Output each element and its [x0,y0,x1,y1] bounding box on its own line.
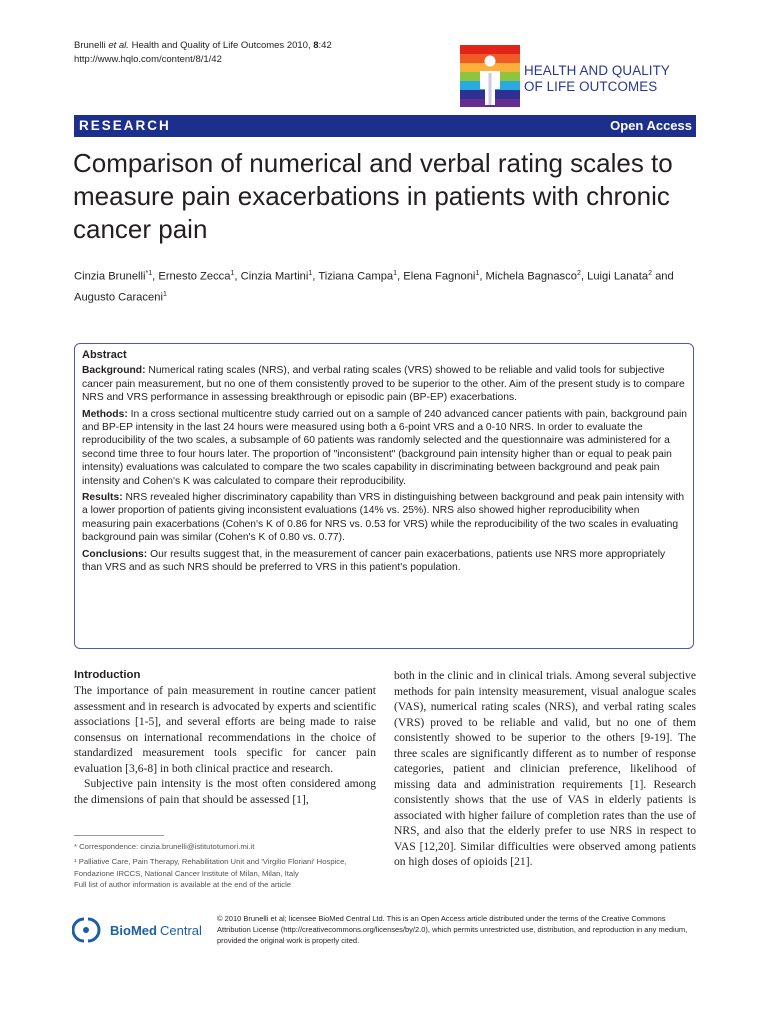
author-separator: , [312,270,319,283]
author-affiliation-marker: *1 [145,270,153,277]
author-affiliation-marker: 2 [576,270,581,277]
author-separator: and [651,270,674,283]
body-column-right [394,668,696,870]
abstract-section-label: Background: [82,365,146,377]
author-affiliation-marker: 1 [475,270,480,277]
full-list-note: Full list of author information is available at the end of the article [74,879,292,889]
introduction-heading: Introduction [74,669,141,681]
author-name: Michela Bagnasco [485,270,577,283]
article-title: Comparison of numerical and verbal rating scales to measure pain exacerbations in patients with chronic cancer pain [73,148,673,244]
open-access-badge: Open Access [610,118,692,133]
citation-authors: Brunelli [74,40,109,51]
author-name: Cinzia Brunelli [74,270,146,283]
author-name: Tiziana Campa [318,270,394,283]
section-label: RESEARCH [79,118,171,133]
journal-name-line2: OF LIFE OUTCOMES [524,78,658,94]
author-separator: , [234,270,241,283]
abstract-conclusions [82,548,687,575]
publisher-rest: Central [160,923,202,938]
citation-article: :42 [318,40,332,51]
citation-line [74,39,332,53]
abstract-background [82,364,687,404]
citation-year: 2010, [284,40,314,51]
author-separator: , [479,270,486,283]
footnotes [74,841,384,890]
abstract-methods [82,408,687,488]
body-paragraph: both in the clinic and in clinical trials. Among several subjective methods for pain intensity measurement, visual analogue scales (VAS), numerical rating scales (NRS), and verbal rating scales (VRS) proved to be reliable and valid, but no one of them consistently showed to be superior to the others [9-19]. The three scales are significantly different as to number of response categories, patient and clinician preference, likelihood of missing data and administration requirements [1]. Research consistently shows that the use of VAS in elderly patients is associated with higher failure of completion rates than the use of NRS, and also that the elderly prefer to use NRS in respect to VAS [12,20]. Similar difficulties were observed among patients on high doses of opioids [21]. [394,669,696,868]
abstract-section-text: NRS revealed higher discriminatory capability than VRS in distinguishing between background and peak pain intensity with a lower proportion of patients giving inconsistent evaluations (14% vs. 25%). NRS also showed higher reproducibility when measuring pain exacerbations (Cohen's K of 0.86 for NRS vs. 0.53 for VRS) while the reproducibility of the two scales in evaluating background pain was similar (Cohen's K of 0.80 vs. 0.77). [82,492,685,544]
abstract-section-text: Our results suggest that, in the measurement of cancer pain exacerbations, patients use NRS more appropriately than VRS and as such NRS should be preferred to VRS in this patient's population. [82,548,666,574]
author-name: Augusto Caraceni [74,291,163,304]
abstract-section-text: In a cross sectional multicentre study carried out on a sample of 240 advanced cancer patients with pain, background pain and BP-EP intensity in the last 24 hours were measured using both a 6-point VRS and a 0-10 NRS. In order to evaluate the reproducibility of the two scales, a subsample of 60 patients was randomly selected and the questionnaire was administered for a second time three to four hours later. The proportion of "inconsistent" (background pain intensity higher than or equal to peak pain intensity) evaluations was calculated to compare the two scales capability in discriminating between background and peak pain intensity and Cohen's K was calculated to compare their reproducibility. [82,408,687,487]
publisher-bold: BioMed [110,923,157,938]
body-column-left [74,668,376,807]
author-name: Elena Fagnoni [403,270,476,283]
abstract-section-text: Numerical rating scales (NRS), and verbal rating scales (VRS) showed to be reliable and valid tools for subjective cancer pain measurement, but no one of them consistently proved to be superior to the other. Aim of the present study is to compare NRS and VRS performance in assessing breakthrough or episodic pain (BP-EP) exacerbations. [82,365,685,404]
citation-journal: Health and Quality of Life Outcomes [128,40,285,51]
author-separator: , [397,270,404,283]
journal-name [524,63,670,94]
body-paragraph: The importance of pain measurement in routine cancer patient assessment and in research is advocated by experts and scientific associations [1-5], and several efforts are being made to raise consensus on international recommendations in the choice of standardized measurement tools specific for cancer pain evaluation [3,6-8] in both clinical practice and research. [74,684,376,775]
author-name: Ernesto Zecca [158,270,231,283]
author-affiliation-marker: 2 [648,270,652,277]
author-separator: , [580,270,588,283]
citation-etal: et al. [108,40,129,51]
correspondence-note: * Correspondence: cinzia.brunelli@istitutotumori.mi.it [74,842,255,851]
abstract-results [82,491,687,545]
author-name: Luigi Lanata [587,270,649,283]
footnote-divider [74,835,164,836]
abstract-heading: Abstract [82,349,127,361]
article-url[interactable]: http://www.hqlo.com/content/8/1/42 [74,54,222,65]
abstract-section-label: Conclusions: [82,548,148,560]
abstract-section-label: Methods: [82,408,128,420]
author-affiliation-marker: 1 [162,290,167,298]
author-list [74,265,699,306]
affiliation-note: ¹ Palliative Care, Pain Therapy, Rehabilitation Unit and 'Virgilio Floriani' Hospice, Fondazione IRCCS, National Cancer Institute of Milan, Milan, Italy [74,857,347,878]
citation-volume: 8 [313,40,319,51]
author-name: Cinzia Martini [240,270,309,283]
author-affiliation-marker: 1 [230,270,235,277]
journal-name-line1: HEALTH AND QUALITY [524,63,670,78]
abstract-section-label: Results: [82,492,123,504]
license-text: © 2010 Brunelli et al; licensee BioMed Central Ltd. This is an Open Access article distributed under the terms of the Creative Commons Attribution License (http://creativecommons.org/licenses/by/2.0), which permits unrestricted use, distribution, and reproduction in any medium, provided the original work is properly cited. [217,914,688,945]
citation-block [74,39,332,67]
abstract [82,349,687,578]
author-affiliation-marker: 1 [308,270,313,277]
author-separator: , [152,270,159,283]
body-paragraph: Subjective pain intensity is the most often considered among the dimensions of pain that should be assessed [1], [74,777,376,806]
author-affiliation-marker: 1 [393,270,398,277]
biomed-central-logo-icon [72,916,222,944]
